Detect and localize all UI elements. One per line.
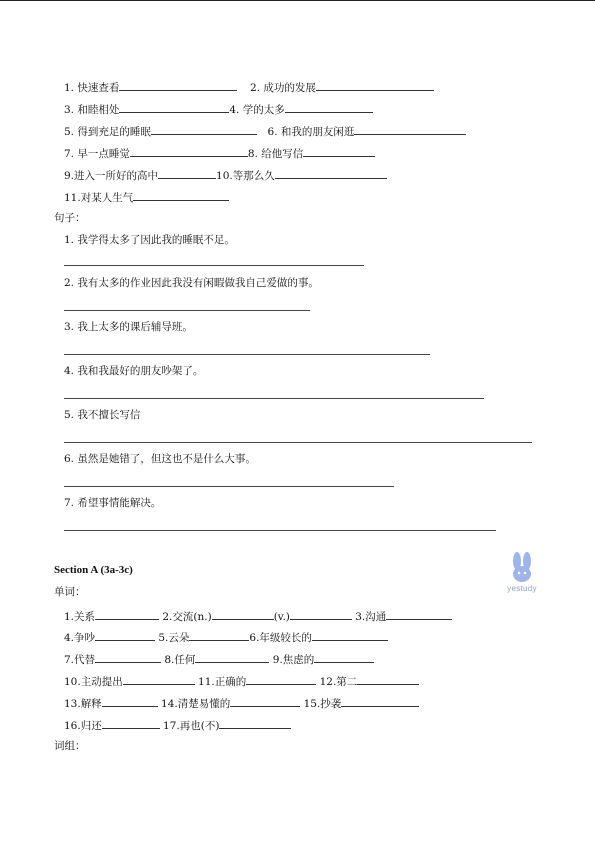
blank[interactable] (95, 629, 155, 641)
blank[interactable] (130, 145, 248, 157)
phrase-9: 9.进入一所好的高中 (64, 170, 159, 182)
phrase-8: 8. 给他写信 (247, 148, 304, 160)
word-16: 16.归还 (64, 720, 102, 732)
word-3: 3.沟通 (355, 611, 387, 623)
blank[interactable] (386, 608, 452, 620)
blank[interactable] (158, 167, 216, 179)
answer-line-6[interactable] (64, 486, 394, 487)
sentences-heading: 句子： (54, 212, 86, 224)
word-4: 4.争吵 (64, 632, 96, 644)
phrase-4: 4. 学的太多 (229, 104, 285, 116)
bunny-icon (498, 552, 546, 586)
word-11: 11.正确的 (198, 676, 247, 688)
blank[interactable] (123, 673, 195, 685)
phrase-row-6 (64, 189, 229, 205)
blank[interactable] (246, 673, 316, 685)
blank[interactable] (195, 651, 269, 663)
blank[interactable] (354, 123, 466, 135)
blank[interactable] (95, 608, 159, 620)
blank[interactable] (133, 189, 229, 201)
blank[interactable] (316, 79, 434, 91)
word-row-6 (64, 717, 291, 733)
phrase-3: 3. 和睦相处 (64, 104, 120, 116)
sentence-1: 1. 我学得太多了因此我的睡眠不足。 (64, 234, 235, 246)
phrase-row-1 (64, 79, 434, 95)
word-7: 7.代替 (64, 654, 96, 666)
word-15: 15.抄袭 (303, 698, 342, 710)
blank[interactable] (119, 101, 229, 113)
word-9: 9.焦虑的 (272, 654, 315, 666)
blank[interactable] (290, 608, 352, 620)
blank[interactable] (189, 629, 249, 641)
page-top-border (0, 0, 595, 1)
word-row-4 (64, 673, 419, 689)
answer-line-2[interactable] (64, 310, 310, 311)
yestudy-logo (498, 552, 546, 596)
sentence-3: 3. 我上太多的课后辅导班。 (64, 321, 193, 333)
word-row-2 (64, 629, 388, 645)
phrase-7: 7. 早一点睡觉 (64, 148, 130, 160)
word-8: 8.任何 (164, 654, 196, 666)
word-row-5 (64, 695, 419, 711)
blank[interactable] (230, 695, 300, 707)
answer-line-7[interactable] (64, 530, 496, 531)
blank[interactable] (314, 651, 374, 663)
word-2: 2.交流(n.) (162, 611, 212, 623)
word-10: 10.主动提出 (64, 676, 123, 688)
sentence-7: 7. 希望事情能解决。 (64, 497, 162, 509)
blank[interactable] (151, 123, 257, 135)
answer-line-4[interactable] (64, 398, 484, 399)
phrase-2: 2. 成功的发展 (250, 82, 316, 94)
section-title: Section A (3a-3c) (54, 564, 133, 576)
word-5: 5.云朵 (158, 632, 190, 644)
blank[interactable] (212, 608, 274, 620)
word-13: 13.解释 (64, 698, 102, 710)
blank[interactable] (357, 673, 419, 685)
blank[interactable] (95, 651, 161, 663)
phrase-row-5 (64, 167, 387, 183)
blank[interactable] (119, 79, 237, 91)
blank[interactable] (285, 101, 373, 113)
word-row-3 (64, 651, 374, 667)
phrase-10: 10.等那么久 (216, 170, 275, 182)
blank[interactable] (341, 695, 419, 707)
word-6: 6.年级较长的 (249, 632, 312, 644)
sentence-2: 2. 我有太多的作业因此我没有闲暇做我自己爱做的事。 (64, 277, 319, 289)
blank[interactable] (102, 717, 160, 729)
phrase-row-2 (64, 101, 373, 117)
sentence-5: 5. 我不擅长写信 (64, 409, 141, 421)
answer-line-1[interactable] (64, 265, 364, 266)
words-heading: 单词： (54, 586, 86, 598)
phrase-1: 1. 快速查看 (64, 82, 120, 94)
logo-text: yestudy (507, 584, 537, 593)
word-17: 17.再也(不) (163, 720, 220, 732)
phrase-5: 5. 得到充足的睡眠 (64, 126, 151, 138)
word-2-verb: (v.) (273, 611, 290, 623)
word-14: 14.清楚易懂的 (161, 698, 231, 710)
phrase-row-4 (64, 145, 375, 161)
phrase-row-3 (64, 123, 466, 139)
blank[interactable] (102, 695, 158, 707)
blank[interactable] (219, 717, 291, 729)
blank[interactable] (312, 629, 388, 641)
blank[interactable] (275, 167, 387, 179)
sentence-6: 6. 虽然是她错了，但这也不是什么大事。 (64, 453, 256, 465)
phrase-6: 6. 和我的朋友闲逛 (267, 126, 355, 138)
answer-line-3[interactable] (64, 354, 430, 355)
sentence-4: 4. 我和我最好的朋友吵架了。 (64, 365, 204, 377)
answer-line-5[interactable] (64, 442, 532, 443)
phrase-11: 11.对某人生气 (64, 192, 134, 204)
phrases-heading: 词组： (54, 740, 86, 752)
word-12: 12.第二 (319, 676, 358, 688)
blank[interactable] (303, 145, 375, 157)
word-1: 1.关系 (64, 611, 96, 623)
word-row-1 (64, 608, 452, 624)
